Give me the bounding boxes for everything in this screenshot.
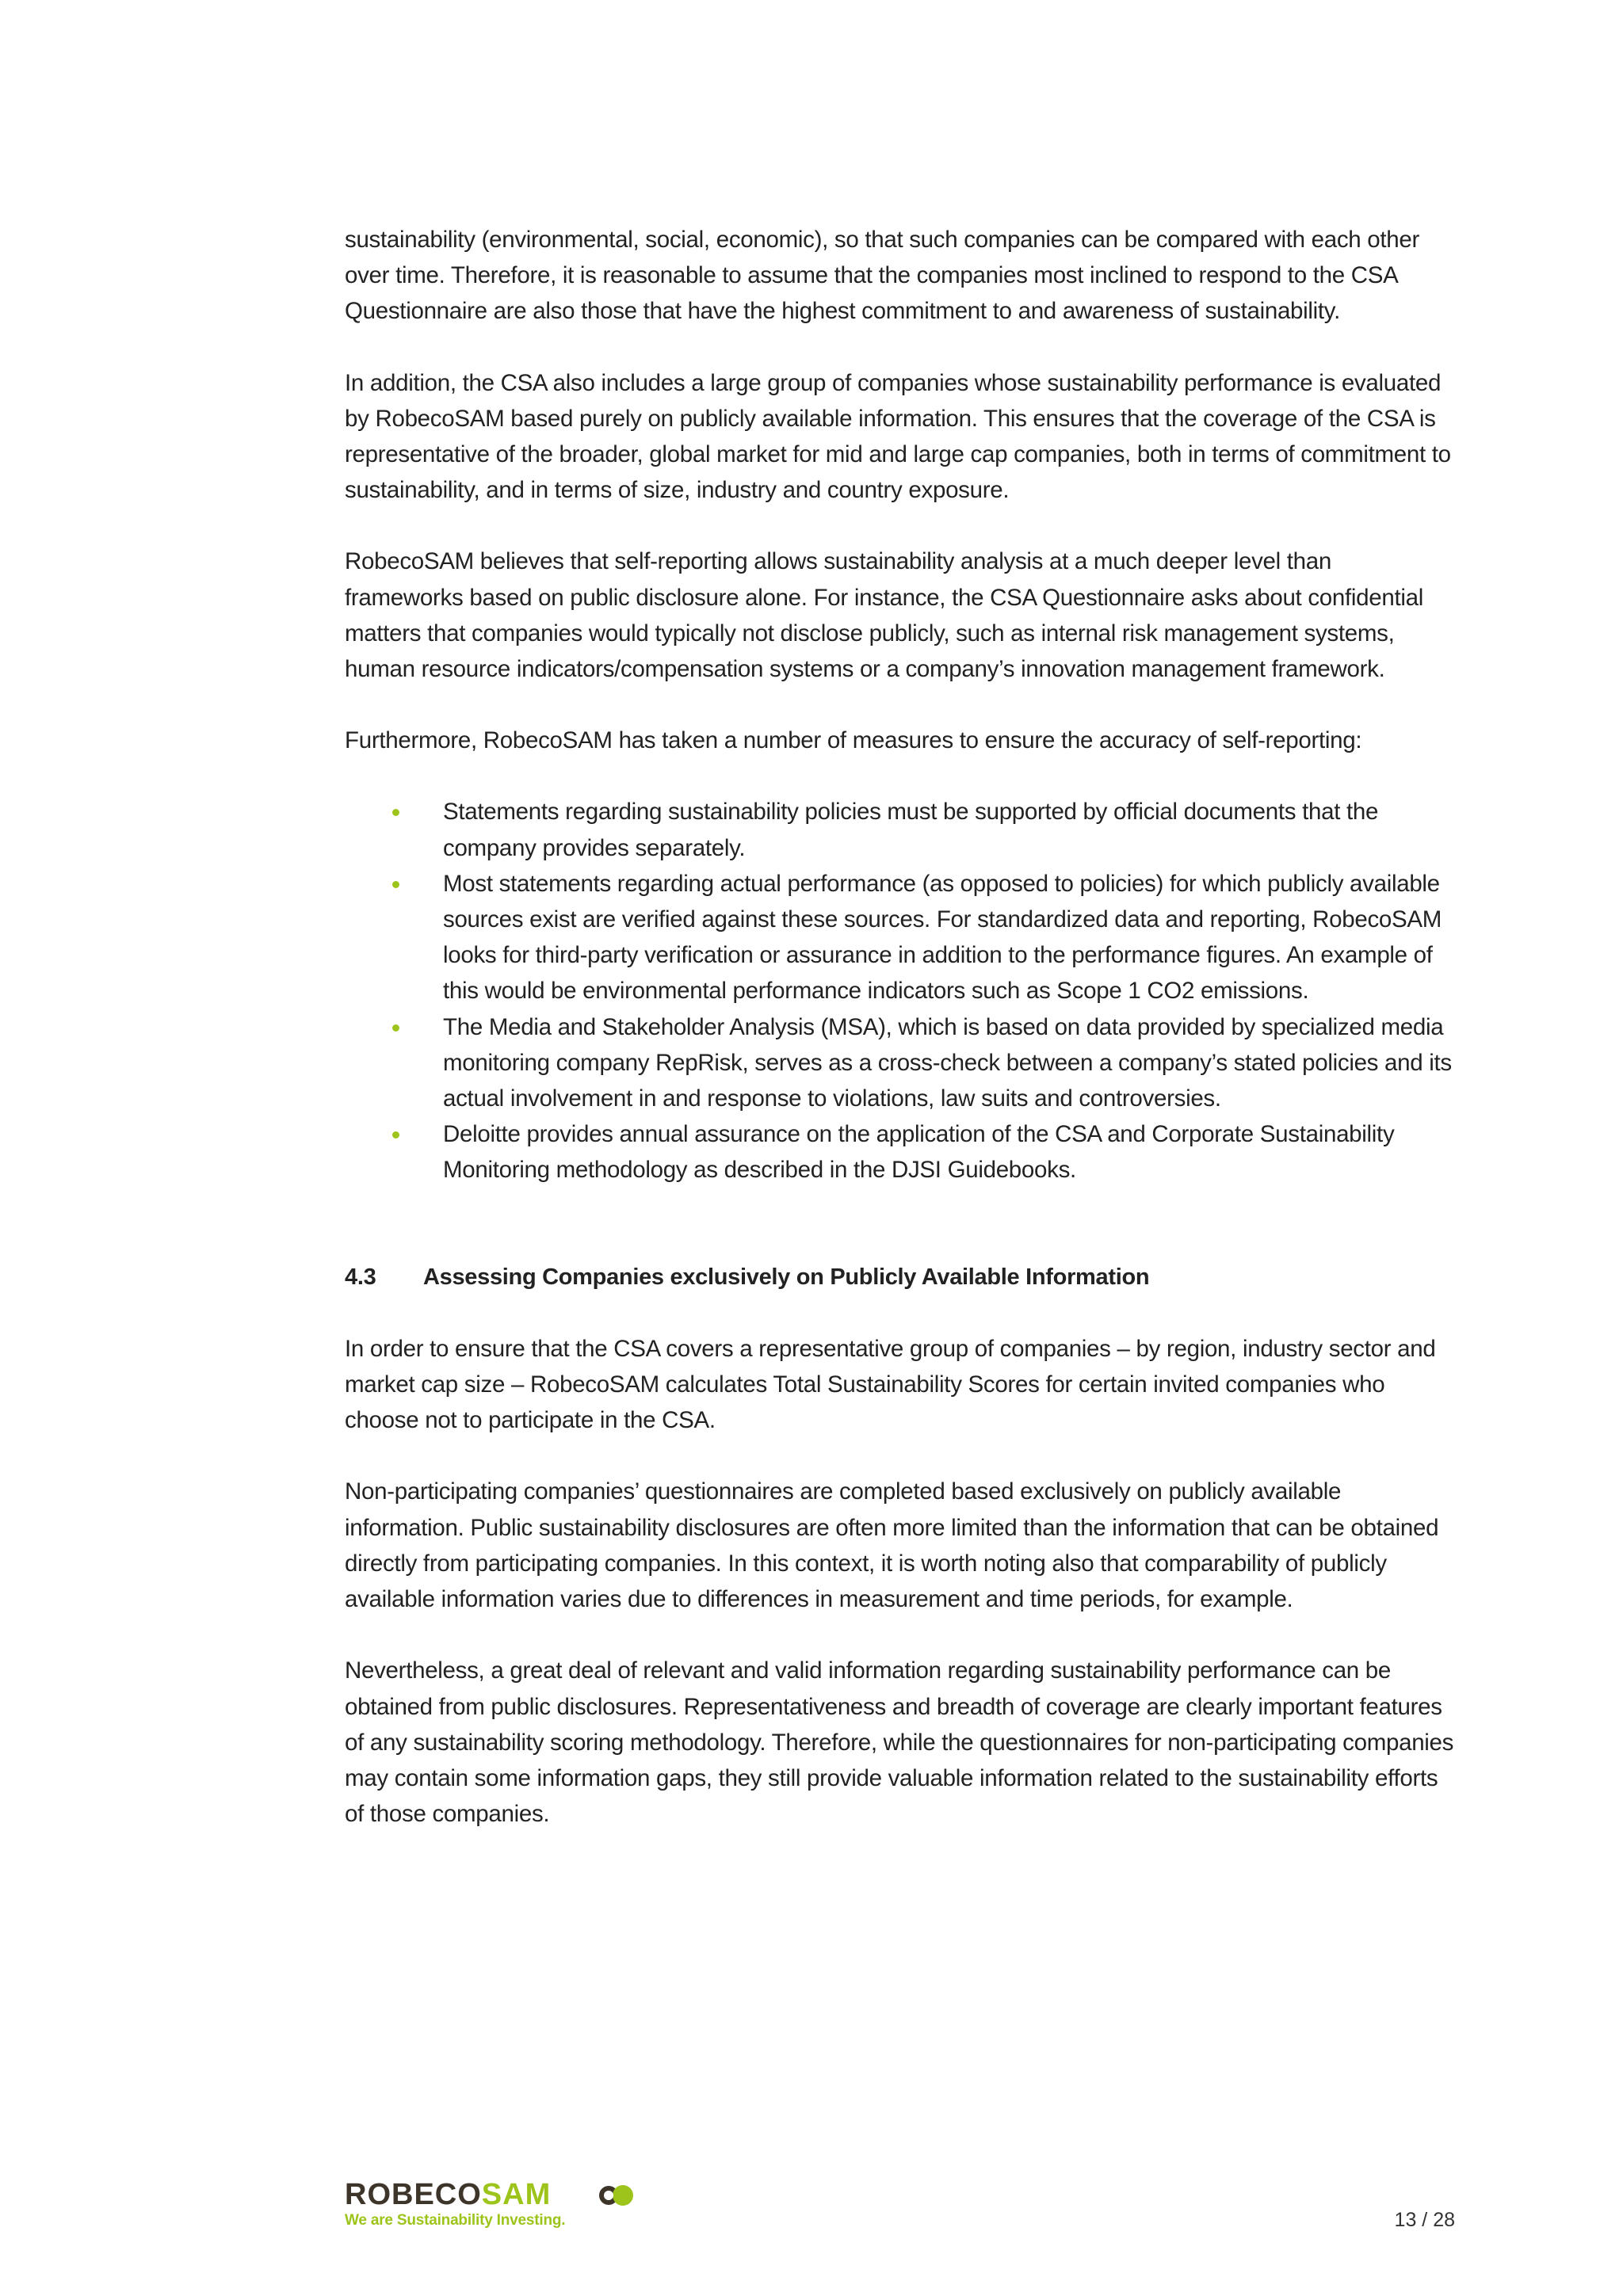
body-paragraph: Non-participating companies’ questionnaires are completed based exclusively on publicly available information. Public sustainability disclosures are often more limited than the information that can be obtained directly from participating companies. In this context, it is worth noting also that comparability of publicly available information varies due to differences in measurement and time periods, for example.: [345, 1478, 1439, 1613]
bullet-item: [443, 794, 1454, 865]
section-title: Assessing Companies exclusively on Publicly Available Information: [423, 1264, 1150, 1290]
bullet-dot-icon: [392, 881, 399, 888]
section-number: 4.3: [345, 1264, 376, 1290]
bullet-dot-icon: [392, 1131, 399, 1138]
bullet-dot-icon: [392, 809, 399, 816]
bullet-text: Deloitte provides annual assurance on the application of the CSA and Corporate Sustainability Monitoring methodology as described in the DJSI Guidebooks.: [443, 1121, 1395, 1184]
bullet-dot-icon: [392, 1024, 399, 1032]
logo-wordmark: [345, 2177, 551, 2212]
bullet-item: [443, 1116, 1454, 1188]
body-paragraph: In order to ensure that the CSA covers a representative group of companies – by region, industry sector and market cap size – RobecoSAM calculates Total Sustainability Scores for certain invited companies who choose not to participate in the CSA.: [345, 1335, 1436, 1434]
logo-circles-icon: [598, 2183, 635, 2207]
bullet-list: [345, 794, 1454, 1188]
body-paragraph: RobecoSAM believes that self-reporting allows sustainability analysis at a much deeper level than frameworks based on public disclosure alone. For instance, the CSA Questionnaire asks about confidential matters that companies would typically not disclose publicly, such as internal risk management systems, human resource indicators/compensation systems or a company’s innovation management framework.: [345, 548, 1423, 683]
logo-wordmark-sam: SAM: [481, 2178, 552, 2211]
body-paragraph: Nevertheless, a great deal of relevant and valid information regarding sustainability performance can be obtained from public disclosures. Representativeness and breadth of coverage are clearly important features of any sustainability scoring methodology. Therefore, while the questionnaires for non-participating companies may contain some information gaps, they still provide valuable information related to the sustainability efforts of those companies.: [345, 1657, 1454, 1828]
body-paragraph: In addition, the CSA also includes a large group of companies whose sustainability performance is evaluated by RobecoSAM based purely on publicly available information. This ensures that the coverage of the CSA is representative of the broader, global market for mid and large cap companies, both in terms of commitment to sustainability, and in terms of size, industry and country exposure.: [345, 369, 1451, 504]
page-number: 13 / 28: [1394, 2209, 1455, 2231]
bullet-text: Statements regarding sustainability policies must be supported by official documents that the company provides separately.: [443, 799, 1379, 861]
page-body: [345, 222, 1454, 1867]
body-paragraph: Furthermore, RobecoSAM has taken a number of measures to ensure the accuracy of self-reporting:: [345, 727, 1362, 754]
logo-wordmark-robeco: ROBECO: [345, 2178, 482, 2211]
section-heading: [345, 1260, 1454, 1295]
logo-tagline: We are Sustainability Investing.: [345, 2212, 566, 2229]
body-paragraph: sustainability (environmental, social, economic), so that such companies can be compared with each other over time. Therefore, it is reasonable to assume that the companies most inclined to respond to the CSA Questionnaire are also those that have the highest commitment to and awareness of sustainability.: [345, 227, 1420, 325]
bullet-text: Most statements regarding actual performance (as opposed to policies) for which publicly available sources exist are verified against these sources. For standardized data and reporting, RobecoSAM looks for third-party verification or assurance in addition to the performance figures. An example of this would be environmental performance indicators such as Scope 1 CO2 emissions.: [443, 870, 1442, 1005]
bullet-text: The Media and Stakeholder Analysis (MSA), which is based on data provided by specialized media monitoring company RepRisk, serves as a cross-check between a company’s stated policies and its actual involvement in and response to violations, law suits and controversies.: [443, 1013, 1452, 1112]
bullet-item: [443, 866, 1454, 1009]
bullet-item: [443, 1009, 1454, 1117]
robecosam-logo: [345, 2177, 678, 2233]
